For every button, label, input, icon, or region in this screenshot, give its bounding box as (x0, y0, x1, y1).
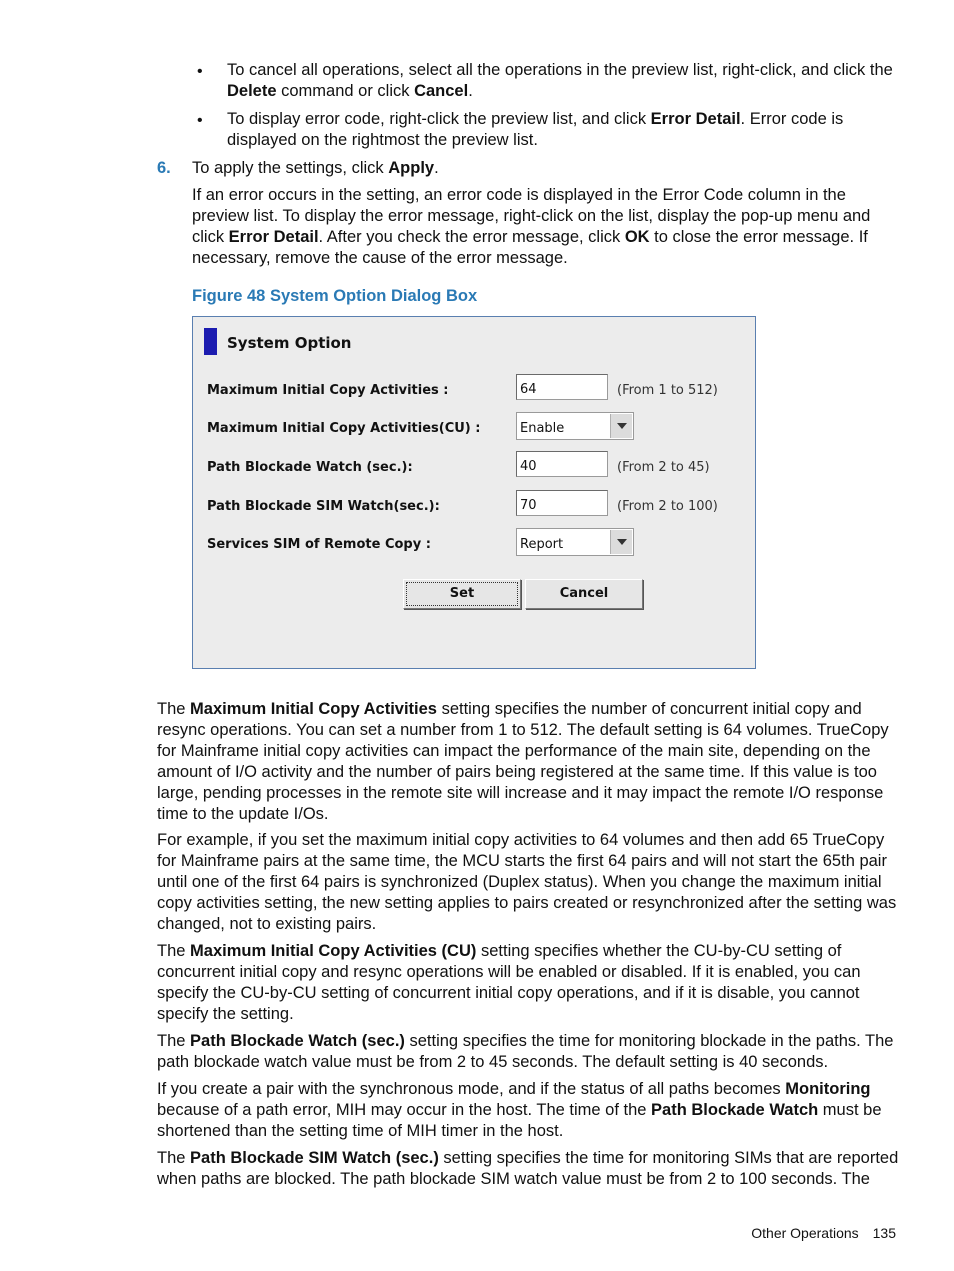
max-initial-copy-input[interactable]: 64 (516, 374, 608, 400)
step-apply-settings: To apply the settings, click Apply. (192, 159, 439, 177)
max-initial-copy-cu-select[interactable] (516, 412, 634, 440)
step-number: 6. (157, 159, 171, 177)
max-initial-copy-cu-label: Maximum Initial Copy Activities(CU) : (207, 421, 481, 436)
step-error-note: If an error occurs in the setting, an error code is displayed in the Error Code column in the preview list. To display the error message, right-click on the list, display the pop-up menu and click Error Detail. After you check the error message, click OK to close the error message. If necessary, remove the cause of the error message. (192, 186, 871, 267)
cancel-button[interactable]: Cancel (525, 579, 643, 609)
bullet-error-detail: To display error code, right-click the preview list, and click Error Detail. Error code is displayed on the rightmost the preview list. (227, 110, 844, 149)
services-sim-value: Report (520, 537, 564, 552)
services-sim-select[interactable] (516, 528, 634, 556)
path-blockade-watch-range: (From 2 to 45) (617, 460, 710, 475)
max-initial-copy-range: (From 1 to 512) (617, 383, 718, 398)
paragraph-path-blockade-sim-watch: The Path Blockade SIM Watch (sec.) setting specifies the time for monitoring SIMs that are reported when paths are blocked. The path blockade SIM watch value must be from 2 to 100 seconds. The (157, 1149, 899, 1188)
services-sim-label: Services SIM of Remote Copy : (207, 537, 431, 552)
bullet-marker: • (197, 112, 203, 129)
chevron-down-icon[interactable] (610, 530, 632, 554)
page-number: 135 (872, 1225, 896, 1241)
set-button[interactable]: Set (403, 579, 521, 609)
bullet-cancel-operations: To cancel all operations, select all the operations in the preview list, right-click, and click the Delete command or click Cancel. (227, 61, 893, 100)
path-blockade-watch-label: Path Blockade Watch (sec.): (207, 460, 413, 475)
max-initial-copy-label: Maximum Initial Copy Activities : (207, 383, 449, 398)
system-option-dialog (192, 316, 756, 669)
path-blockade-watch-input[interactable]: 40 (516, 451, 608, 477)
figure-caption: Figure 48 System Option Dialog Box (192, 287, 478, 305)
title-marker (204, 328, 217, 355)
path-blockade-sim-watch-label: Path Blockade SIM Watch(sec.): (207, 499, 440, 514)
chevron-down-icon[interactable] (610, 414, 632, 438)
paragraph-example: For example, if you set the maximum initial copy activities to 64 volumes and then add 65 TrueCopy for Mainframe pairs at the same time, the MCU starts the first 64 pairs and will not start the 65th pair until one of the first 64 pairs is synchronized (Duplex status). When you change the maximum initial copy activities setting, the new setting applies to pairs created or resynchronized after the setting was changed, not to existing pairs. (157, 831, 897, 933)
bullet-marker: • (197, 63, 203, 80)
paragraph-synchronous-mode: If you create a pair with the synchronous mode, and if the status of all paths becomes Monitoring because of a path error, MIH may occur in the host. The time of the Path Blockade Watch must be shortened than the setting time of MIH timer in the host. (157, 1080, 882, 1140)
path-blockade-sim-watch-range: (From 2 to 100) (617, 499, 718, 514)
paragraph-max-initial-copy: The Maximum Initial Copy Activities setting specifies the number of concurrent initial copy and resync operations. You can set a number from 1 to 512. The default setting is 64 volumes. TrueCopy for Mainframe initial copy activities can impact the performance of the main site, depending on the amount of I/O activity and the number of pairs being registered at the same time. If this value is too large, pending processes in the remote site will increase and it may impact the remote I/O response time to the update I/Os. (157, 700, 889, 823)
footer-section: Other Operations (751, 1225, 859, 1241)
paragraph-path-blockade-watch: The Path Blockade Watch (sec.) setting specifies the time for monitoring blockade in the paths. The path blockade watch value must be from 2 to 45 seconds. The default setting is 40 seconds. (157, 1032, 894, 1071)
max-initial-copy-cu-value: Enable (520, 421, 565, 436)
dialog-title: System Option (227, 334, 352, 352)
page-footer (751, 1223, 896, 1244)
path-blockade-sim-watch-input[interactable]: 70 (516, 490, 608, 516)
paragraph-max-initial-copy-cu: The Maximum Initial Copy Activities (CU) setting specifies whether the CU-by-CU setting of concurrent initial copy and resync operations will be enabled or disabled. If it is enabled, you can specify the CU-by-CU setting of concurrent initial copy operations, and if it is disable, you cannot specify the setting. (157, 942, 861, 1023)
